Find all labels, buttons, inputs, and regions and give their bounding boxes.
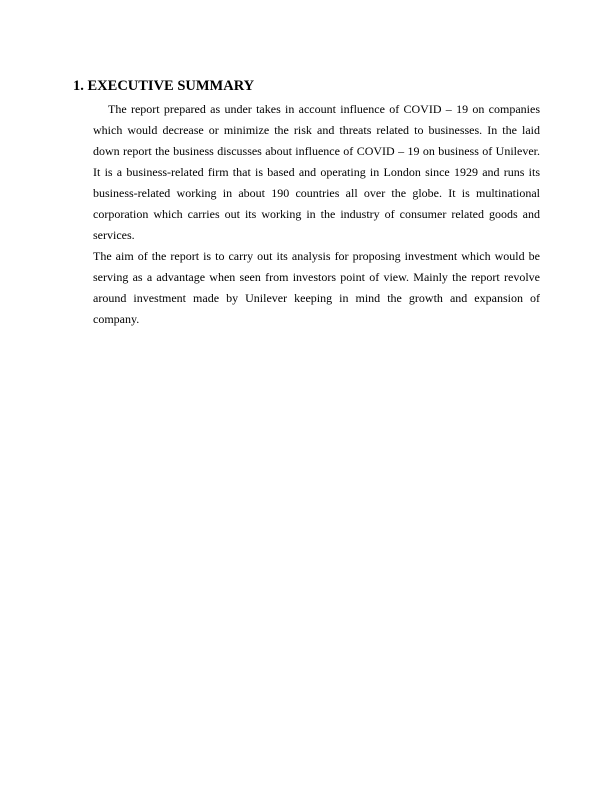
section-heading: 1. EXECUTIVE SUMMARY: [73, 78, 255, 94]
section-body: [93, 99, 540, 330]
paragraph-aim: The aim of the report is to carry out its analysis for proposing investment which would be serving as a advantage when seen from investors point of view. Mainly the report revolve around investment made by Unilever keeping in mind the growth and expansion of company.: [93, 249, 540, 326]
paragraph-intro: The report prepared as under takes in account influence of COVID – 19 on companies which would decrease or minimize the risk and threats related to businesses. In the laid down report the business discusses about influence of COVID – 19 on business of Unilever. It is a business-related firm that is based and operating in London since 1929 and runs its business-related working in about 190 countries all over the globe. It is multinational corporation which carries out its working in the industry of consumer related goods and services.: [93, 102, 540, 242]
